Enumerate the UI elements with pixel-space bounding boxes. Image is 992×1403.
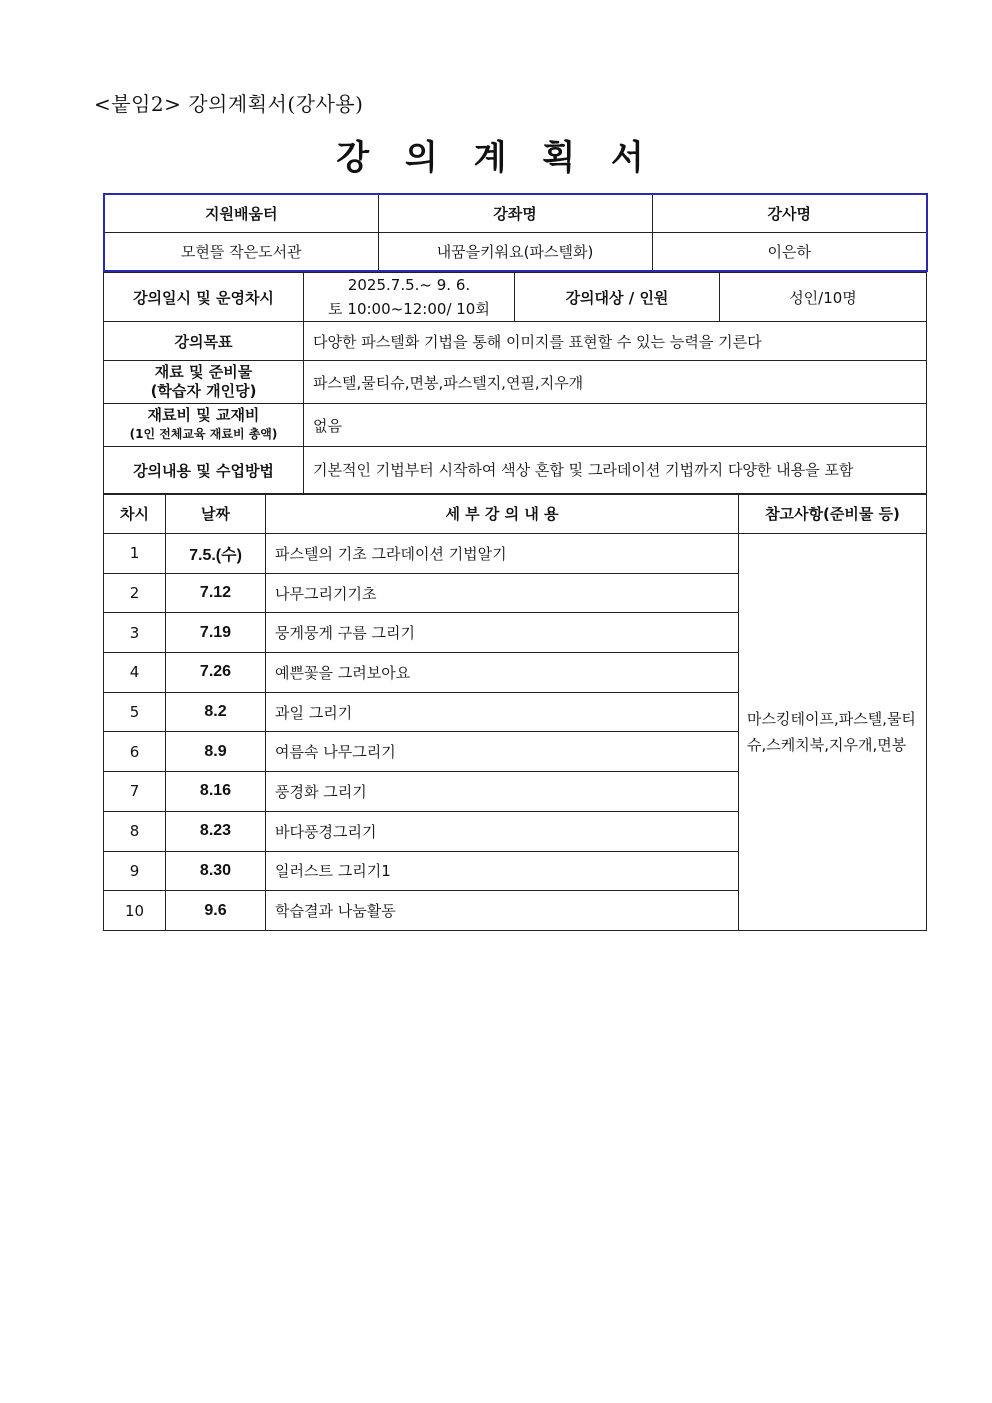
- instructor-value: 이은하: [652, 233, 927, 272]
- session-content-header: 세 부 강 의 내 용: [266, 494, 739, 534]
- cost-label-line2: (1인 전체교육 재료비 총액): [129, 427, 278, 441]
- info-table: [103, 272, 927, 495]
- session-number: 7: [104, 772, 166, 812]
- session-number: 10: [104, 891, 166, 931]
- session-content: 일러스트 그리기1: [266, 851, 739, 891]
- session-date: 8.23: [166, 811, 266, 851]
- session-content: 바다풍경그리기: [266, 811, 739, 851]
- method-label: 강의내용 및 수업방법: [104, 447, 304, 495]
- session-date: 7.5.(수): [166, 534, 266, 574]
- course-name-value: 내꿈을키워요(파스텔화): [378, 233, 652, 272]
- target-value: 성인/10명: [720, 273, 927, 322]
- session-date: 8.16: [166, 772, 266, 812]
- sessions-table: [103, 493, 927, 931]
- materials-label-line1: 재료 및 준비물: [154, 363, 253, 381]
- cost-label-line1: 재료비 및 교재비: [147, 406, 260, 424]
- session-number: 8: [104, 811, 166, 851]
- target-label: 강의대상 / 인원: [515, 273, 720, 322]
- schedule-label: 강의일시 및 운영차시: [104, 273, 304, 322]
- session-date: 8.2: [166, 692, 266, 732]
- session-number: 2: [104, 573, 166, 613]
- session-number: 1: [104, 534, 166, 574]
- session-content: 나무그리기기초: [266, 573, 739, 613]
- cost-label: [104, 404, 304, 447]
- session-number-header: 차시: [104, 494, 166, 534]
- session-content: 여름속 나무그리기: [266, 732, 739, 772]
- session-date: 8.9: [166, 732, 266, 772]
- materials-value: 파스텔,물티슈,면봉,파스텔지,연필,지우개: [304, 361, 927, 404]
- session-date: 7.12: [166, 573, 266, 613]
- session-content: 뭉게뭉게 구름 그리기: [266, 613, 739, 653]
- header-table: [103, 193, 928, 272]
- session-content: 풍경화 그리기: [266, 772, 739, 812]
- session-reference-header: 참고사항(준비물 등): [739, 494, 927, 534]
- schedule-dates: 2025.7.5.~ 9. 6.: [347, 276, 471, 294]
- document-title: 강 의 계 획 서: [336, 138, 656, 178]
- reference-note: 마스킹테이프,파스텔,물티슈,스케치북,지우개,면봉: [739, 534, 927, 931]
- session-number: 6: [104, 732, 166, 772]
- session-date: 7.26: [166, 653, 266, 693]
- course-name-label: 강좌명: [378, 194, 652, 233]
- attachment-label: <붙임2> 강의계획서(강사용): [94, 92, 364, 116]
- method-value: 기본적인 기법부터 시작하여 색상 혼합 및 그라데이션 기법까지 다양한 내용을 포함: [304, 447, 927, 495]
- venue-value: 모현뜰 작은도서관: [104, 233, 378, 272]
- session-date: 8.30: [166, 851, 266, 891]
- session-date: 9.6: [166, 891, 266, 931]
- session-number: 9: [104, 851, 166, 891]
- venue-label: 지원배움터: [104, 194, 378, 233]
- table-row: [104, 534, 927, 574]
- session-date-header: 날짜: [166, 494, 266, 534]
- session-content: 파스텔의 기초 그라데이션 기법알기: [266, 534, 739, 574]
- session-number: 5: [104, 692, 166, 732]
- instructor-label: 강사명: [652, 194, 927, 233]
- session-content: 학습결과 나눔활동: [266, 891, 739, 931]
- goal-value: 다양한 파스텔화 기법을 통해 이미지를 표현할 수 있는 능력을 기른다: [304, 322, 927, 361]
- session-number: 3: [104, 613, 166, 653]
- goal-label: 강의목표: [104, 322, 304, 361]
- session-content: 예쁜꽃을 그려보아요: [266, 653, 739, 693]
- session-number: 4: [104, 653, 166, 693]
- materials-label: [104, 361, 304, 404]
- session-content: 과일 그리기: [266, 692, 739, 732]
- schedule-value: [304, 273, 515, 322]
- session-date: 7.19: [166, 613, 266, 653]
- materials-label-line2: (학습자 개인당): [150, 382, 257, 400]
- schedule-time: 토 10:00~12:00/ 10회: [328, 300, 490, 318]
- cost-value: 없음: [304, 404, 927, 447]
